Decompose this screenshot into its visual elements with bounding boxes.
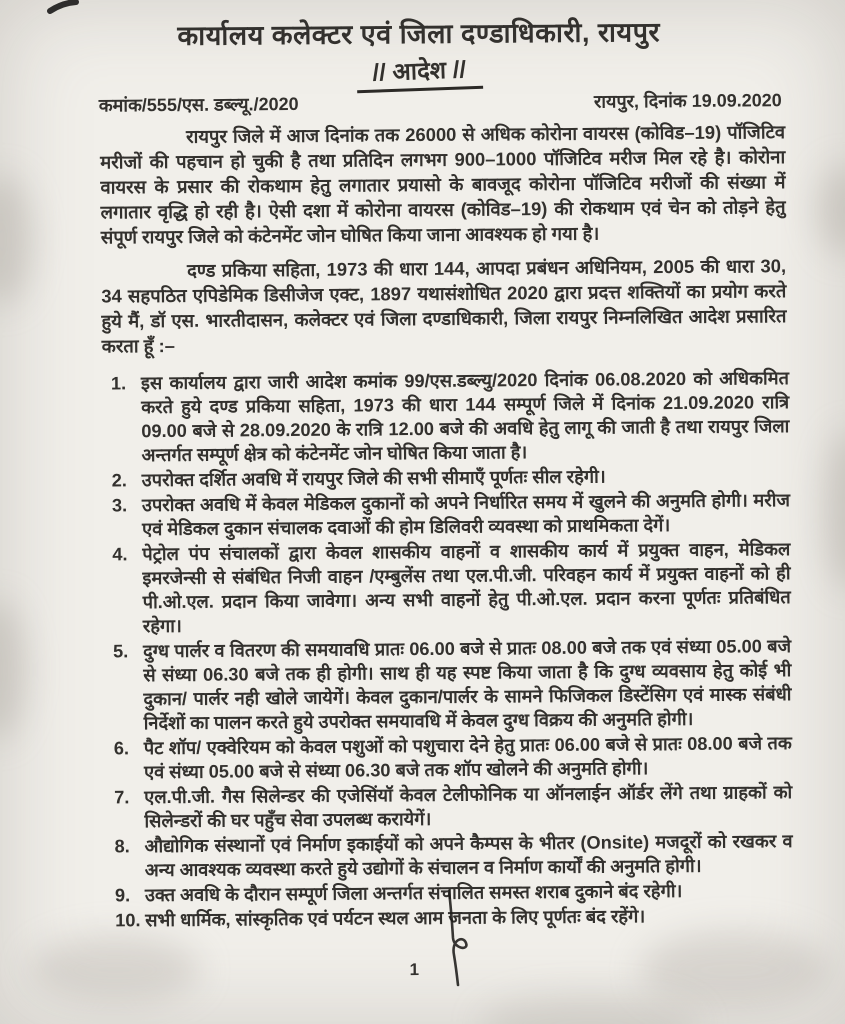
order-list — [111, 366, 793, 932]
order-item — [113, 634, 792, 735]
order-item-number: 6. — [113, 738, 130, 759]
opening-paragraph: रायपुर जिले में आज दिनांक तक 26000 से अधिक कोरोना वायरस (कोविड–19) पॉजिटिव मरीजों की पहचान हो चुकी है तथा प्रतिदिन लगभग 900–1000 पॉजिटिव मरीज मिल रहे है। कोरोना वायरस के प्रसार की रोकथाम हेतु लगातार प्रयासो के बावजूद कोरोना पॉजिटिव मरीजों की संख्या में लगातार वृद्धि हो रही है। ऐसी दशा में कोरोना वायरस (कोविड–19) की रोकथाम एवं चेन को तोड़ने हेतु संपूर्ण रायपुर जिले को कंटेनमेंट जोन घोषित किया जाना आवश्यक हो गया है। — [100, 121, 786, 248]
order-heading: // आदेश // — [356, 52, 483, 93]
order-item-text: औद्योगिक संस्थानों एवं निर्माण इकाईयों को अपने कैम्पस के भीतर (Onsite) मजदूरों को रखकर व अन्य आवश्यक व्यवस्था करते हुये उद्योगों के संचालन व निर्माण कार्यों की अनुमति होगी। — [144, 831, 793, 881]
order-item-text: एल.पी.जी. गैस सिलेन्डर की एजेसिंयॉ केवल टेलीफोनिक या ऑनलाईन ऑर्डर लेंगे तथा ग्राहकों को सिलेन्डरों की घर पहुँच सेवा उपलब्ध करायेगें। — [144, 782, 793, 832]
order-item — [111, 366, 790, 467]
order-item-number: 4. — [112, 544, 128, 565]
order-item-number: 3. — [111, 495, 128, 516]
order-item-text: पैट शॉप/ एक्वेरियम को केवल पशुओं को पशुचारा देने हेतु प्रातः 06.00 बजे से प्रातः 08.00 बजे तक एवं संध्या 05.00 बजे से संध्या 06.30 बजे तक शॉप खोलने की अनुमति होगी। — [143, 733, 792, 783]
order-item-number: 10. — [115, 910, 141, 931]
order-item-text: इस कार्यालय द्वारा जारी आदेश कमांक 99/एस.डब्ल्यु/2020 दिनांक 06.08.2020 को अधिकमित करते हुये दण्ड प्रकिया सहिता, 1973 की धारा 144 सम्पूर्ण जिले में दिनांक 21.09.2020 रात्रि 09.00 बजे से 28.09.2020 के रात्रि 12.00 बजे की अवधि हेतु लागू की जाती है तथा रायपुर जिला अन्तर्गत सम्पूर्ण क्षेत्र को कंटेनमेंट जोन घोषित किया जाता है। — [140, 368, 790, 466]
ref-number: कमांक/555/एस. डब्ल्यू./2020 — [98, 93, 299, 116]
order-item — [112, 537, 791, 638]
order-item-text: पेट्रोल पंप संचालकों द्वारा केवल शासकीय वाहनों व शासकीय कार्य में प्रयुक्त वाहन, मेडिकल इमरजेन्सी से संबंधित निजी वाहन /एम्बुलेंस तथा एल.पी.जी. परिवहन कार्य में प्रयुक्त वाहनों को ही पी.ओ.एल. प्रदान किया जावेगा। अन्य सभी वाहनों हेतु पी.ओ.एल. प्रदान करना पूर्णतः प्रतिबंधित रहेगा। — [142, 539, 791, 637]
order-item — [115, 829, 793, 882]
order-item — [115, 903, 793, 932]
page-number: 1 — [409, 960, 420, 980]
order-item-number: 2. — [111, 470, 127, 491]
order-item — [112, 488, 790, 541]
order-item-text: दुग्ध पार्लर व वितरण की समयावधि प्रातः 06.00 बजे से प्रातः 08.00 बजे तक एवं संध्या 05.00 बजे से संध्या 06.30 बजे तक ही होगी। साथ ही यह स्पष्ट किया जाता है कि दुग्ध व्यवसाय हेतु कोई भी दुकान/ पार्लर नही खोले जायेगें। केवल दुकान/पार्लर के सामने फिजिकल डिस्टेंसिग एवं मास्क संबंधी निर्देशों का पालन करते हुये उपरोक्त समयावधि में केवल दुग्ध विक्रय की अनुमति होगी। — [143, 636, 792, 734]
order-item-number: 5. — [113, 641, 129, 662]
order-item-number: 1. — [110, 373, 127, 394]
legal-paragraph: दण्ड प्रकिया सहिता, 1973 की धारा 144, आपदा प्रबंधन अधिनियम, 2005 की धारा 30, 34 सहपठित एपिडेमिक डिसीजेज एक्ट, 1897 यथासंशोधित 2020 द्वारा प्रदत्त शक्तियों का प्रयोग करते हुये मैं, डॉ एस. भारतीदासन, कलेक्टर एवं जिला दण्डाधिकारी, जिला रायपुर निम्नलिखित आदेश प्रसारित करता हूँ :– — [101, 255, 787, 357]
place-date: रायपुर, दिनांक 19.09.2020 — [593, 90, 782, 112]
order-item-number: 8. — [114, 836, 130, 857]
order-item-number: 7. — [114, 787, 130, 808]
reference-row — [99, 88, 782, 117]
order-item-text: उक्त अवधि के दौरान सम्पूर्ण जिला अन्तर्गत संचालित समस्त शराब दुकाने बंद रहेगी। — [144, 880, 683, 906]
order-item — [114, 731, 792, 784]
order-item — [114, 780, 792, 833]
order-item-number: 9. — [114, 885, 131, 906]
order-item-text: उपरोक्त अवधि में केवल मेडिकल दुकानों को अपने निर्धारित समय में खुलने की अनुमति होगी। मरीज एवं मेडिकल दुकान संचालक दवाओं की होम डिलिवरी व्यवस्था को प्राथमिकता देगें। — [141, 490, 790, 540]
order-item-text: उपरोक्त दर्शित अवधि में रायपुर जिले की सभी सीमाएँ पूर्णतः सील रहेगी। — [141, 466, 606, 491]
order-heading-row — [0, 51, 842, 92]
office-title: कार्यालय कलेक्टर एवं जिला दण्डाधिकारी, रायपुर — [177, 17, 661, 51]
order-item-text: सभी धार्मिक, सांस्कृतिक एवं पर्यटन स्थल आम जनता के लिए पूर्णतः बंद रहेंगे। — [145, 906, 646, 931]
